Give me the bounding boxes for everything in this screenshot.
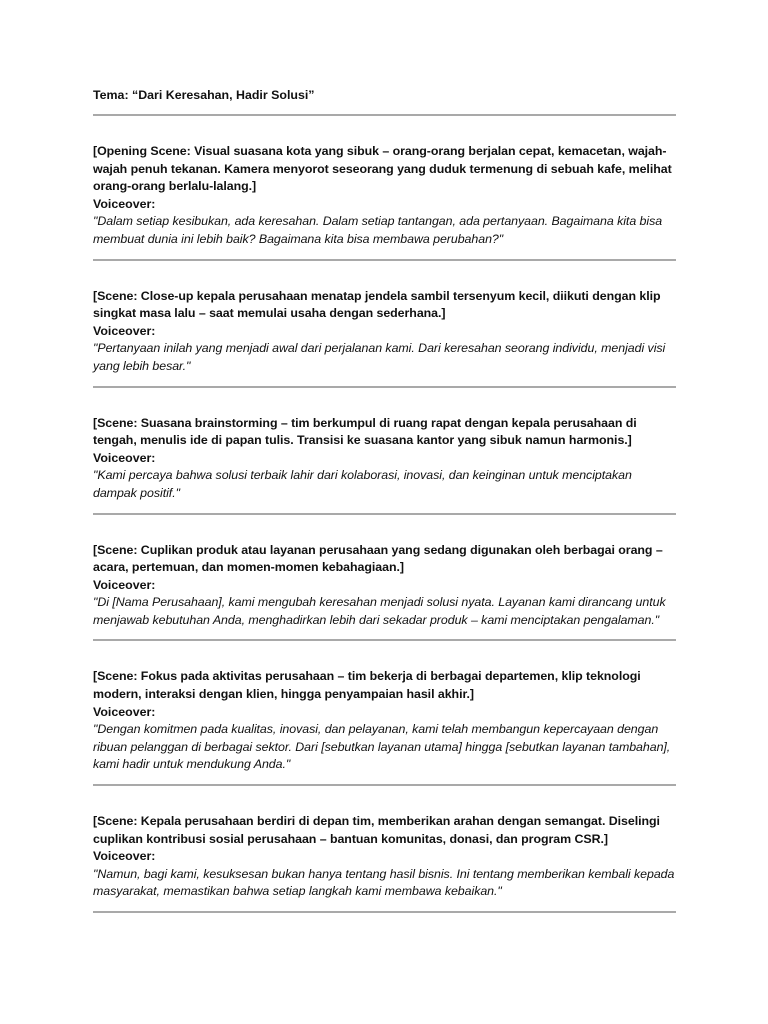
section-divider (93, 911, 676, 913)
voiceover-label: Voiceover: (93, 323, 156, 338)
scene-description: [Scene: Close-up kepala perusahaan menatap jendela sambil tersenyum kecil, diikuti dengan klip singkat masa lalu – saat memulai usaha dengan sederhana.] (93, 288, 661, 321)
voiceover-label: Voiceover: (93, 450, 156, 465)
voiceover-label: Voiceover: (93, 704, 156, 719)
voiceover-label: Voiceover: (93, 196, 156, 211)
voiceover-text: "Pertanyaan inilah yang menjadi awal dari perjalanan kami. Dari keresahan seorang individu, menjadi visi yang lebih besar." (93, 341, 666, 373)
voiceover-label: Voiceover: (93, 577, 156, 592)
scene-description: [Scene: Kepala perusahaan berdiri di depan tim, memberikan arahan dengan semangat. Diselingi cuplikan kontribusi sosial perusahaan – bantuan komunitas, donasi, dan program CSR.] (93, 814, 660, 846)
scene-block-activities (93, 641, 676, 784)
scene-description: [Scene: Cuplikan produk atau layanan perusahaan yang sedang digunakan oleh berbagai orang – acara, pertemuan, dan momen-momen kebahagiaan.] (93, 542, 663, 575)
voiceover-text: "Namun, bagi kami, kesuksesan bukan hanya tentang hasil bisnis. Ini tentang memberikan kembali kepada masyarakat, memastikan bahwa setiap langkah kami membawa kebaikan." (93, 866, 675, 899)
scene-description: [Scene: Fokus pada aktivitas perusahaan – tim bekerja di berbagai departemen, klip teknologi modern, interaksi dengan klien, hingga penyampaian hasil akhir.] (93, 669, 641, 702)
voiceover-text: "Di [Nama Perusahaan], kami mengubah keresahan menjadi solusi nyata. Layanan kami dirancang untuk menjawab kebutuhan Anda, menghadirkan lebih dari sekadar produk – kami menciptakan pengalaman." (93, 595, 666, 627)
document-page (93, 86, 676, 913)
scene-block-brainstorming (93, 388, 676, 513)
voiceover-text: "Kami percaya bahwa solusi terbaik lahir dari kolaborasi, inovasi, dan keinginan untuk menciptakan dampak positif." (93, 468, 632, 500)
voiceover-label: Voiceover: (93, 849, 156, 864)
voiceover-text: "Dalam setiap kesibukan, ada keresahan. Dalam setiap tantangan, ada pertanyaan. Bagaimana kita bisa membuat dunia ini lebih baik? Bagaimana kita bisa membawa perubahan?" (93, 214, 663, 246)
document-theme-title: Tema: “Dari Keresahan, Hadir Solusi” (93, 88, 315, 102)
voiceover-text: "Dengan komitmen pada kualitas, inovasi, dan pelayanan, kami telah membangun kepercayaan dengan ribuan pelanggan di berbagai sektor. Dari [sebutkan layanan utama] hingga [sebutkan layanan tambahan], kami hadir untuk mendukung Anda." (93, 722, 671, 772)
scene-block-product (93, 515, 676, 640)
scene-description: [Opening Scene: Visual suasana kota yang sibuk – orang-orang berjalan cepat, kemacetan, wajah-wajah penuh tekanan. Kamera menyorot seseorang yang duduk termenung di sebuah kafe, melihat orang-orang berlalu-lalang.] (93, 144, 672, 194)
scene-block-leadership (93, 786, 676, 911)
scene-block-opening (93, 116, 676, 259)
scene-description: [Scene: Suasana brainstorming – tim berkumpul di ruang rapat dengan kepala perusahaan di tengah, menulis ide di papan tulis. Transisi ke suasana kantor yang sibuk namun harmonis.] (93, 415, 637, 448)
scene-block-closeup (93, 261, 676, 386)
